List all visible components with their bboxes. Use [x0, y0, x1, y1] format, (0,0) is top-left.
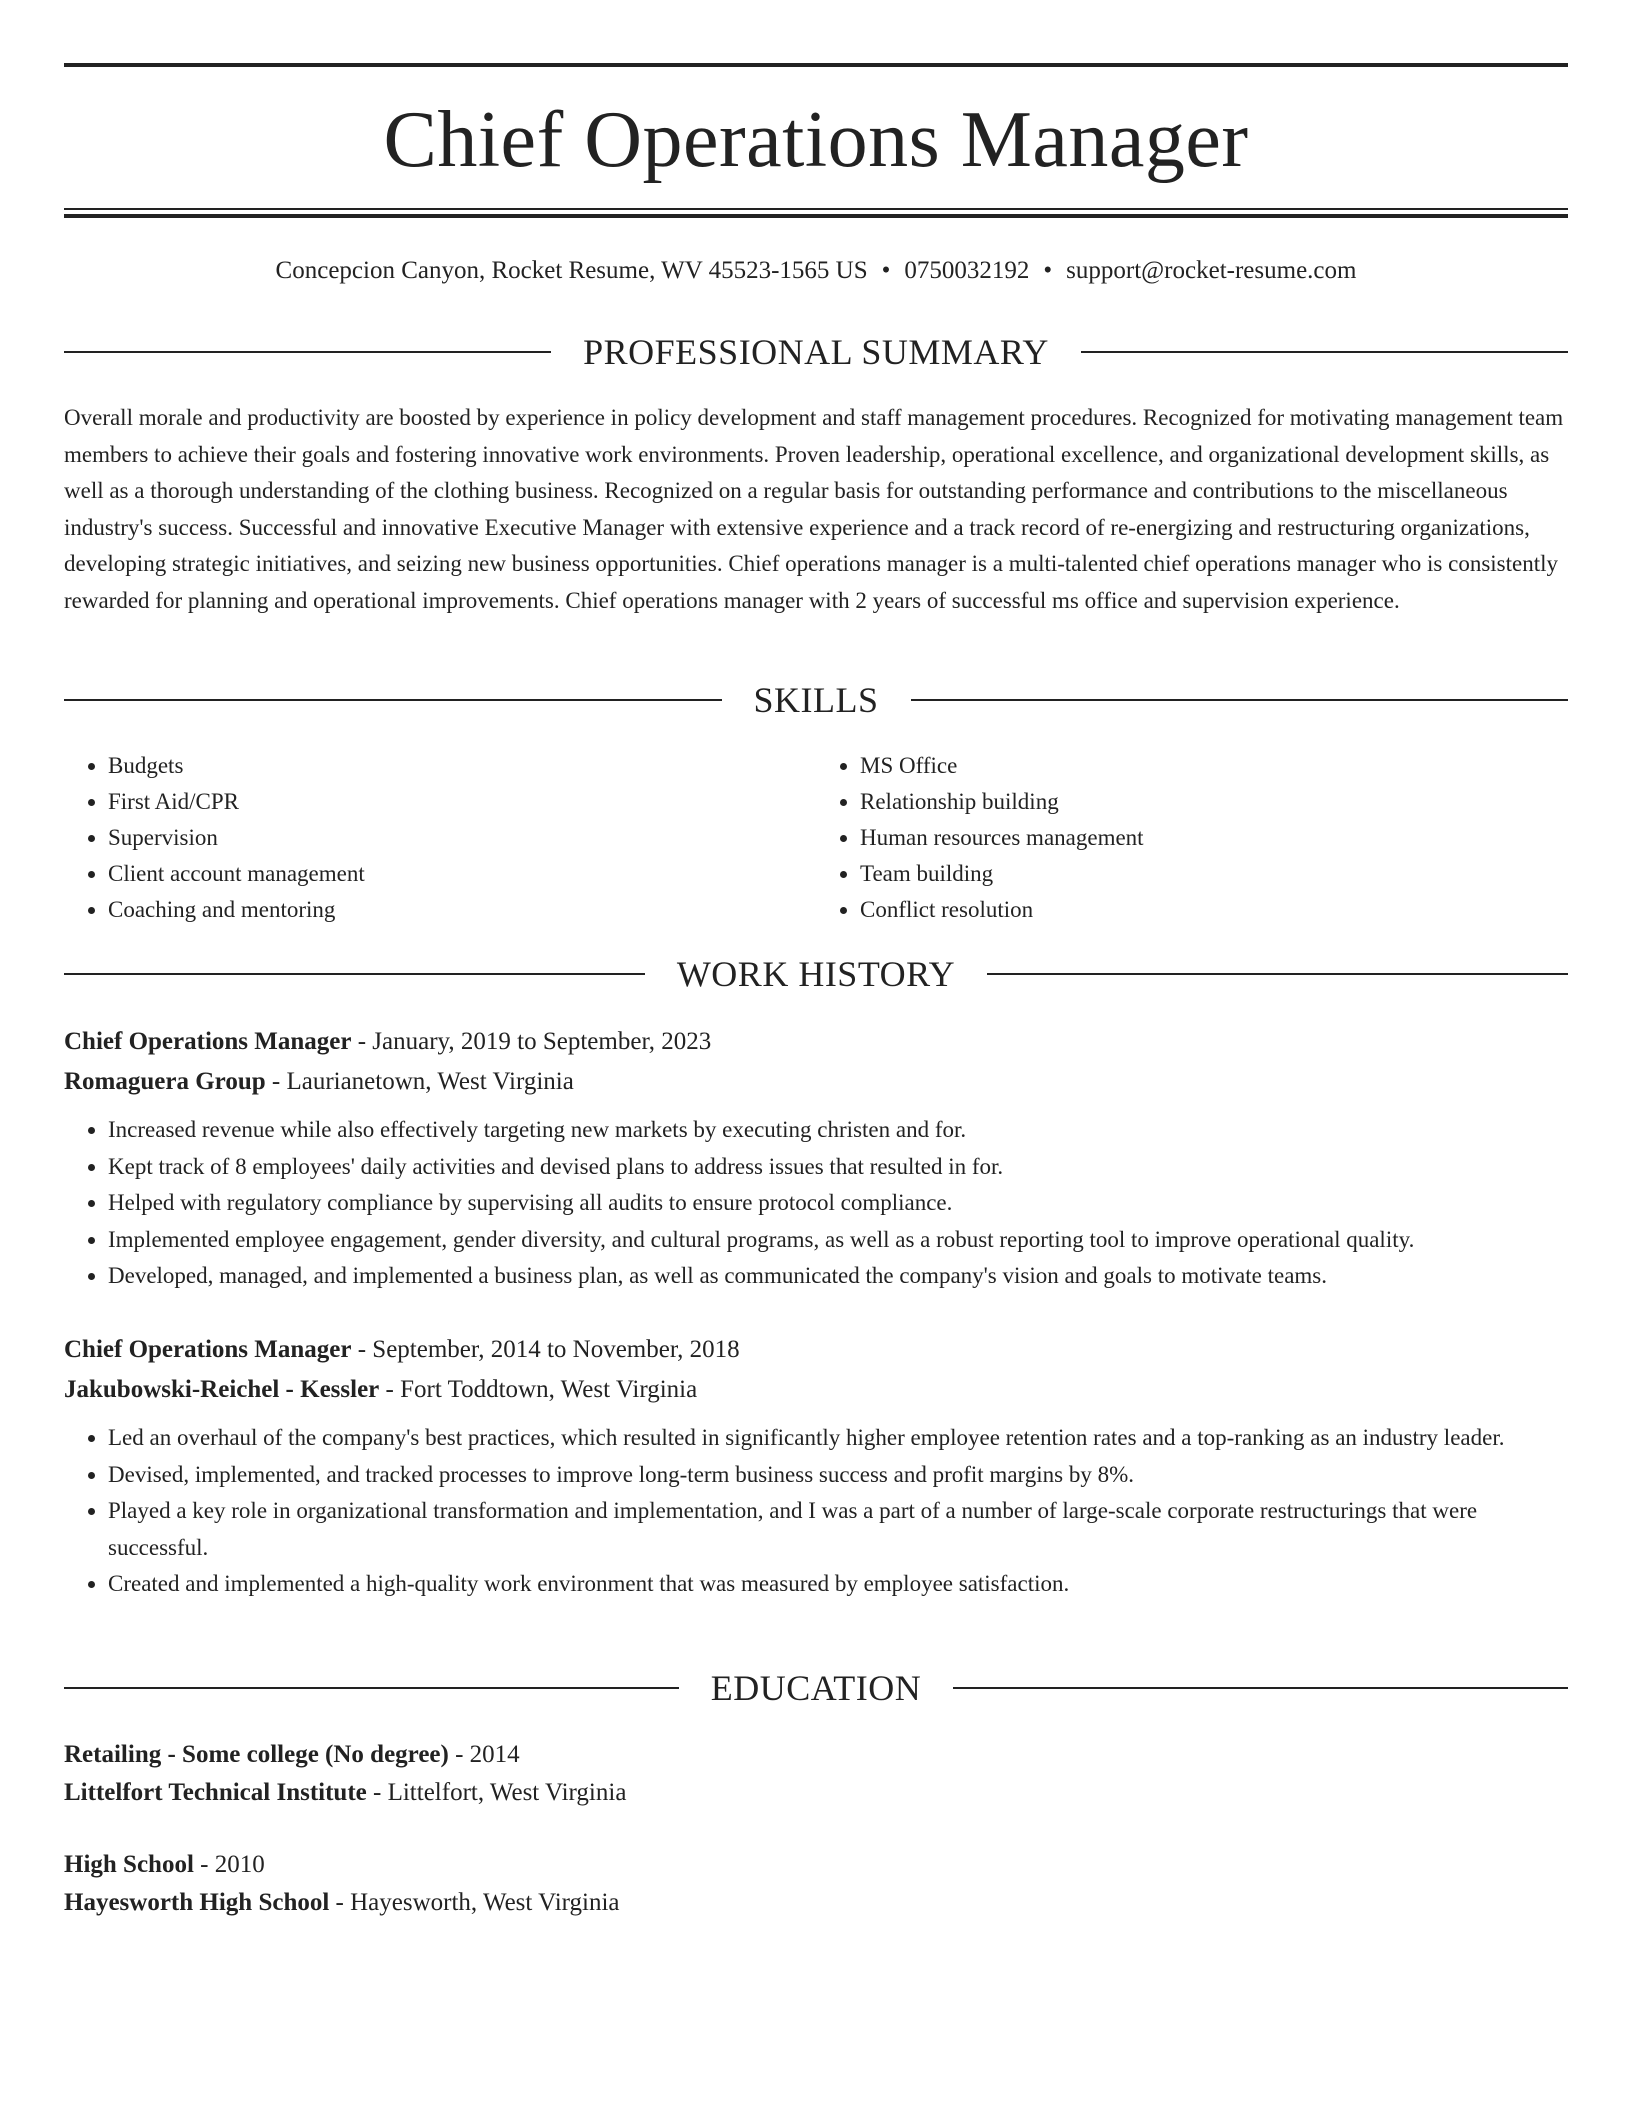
education-school: Hayesworth High School [64, 1889, 330, 1916]
job-company: Jakubowski-Reichel - Kessler [64, 1376, 380, 1403]
education-location: - Hayesworth, West Virginia [329, 1889, 620, 1916]
skill-item: • Supervision [108, 820, 816, 856]
education-entry [64, 1846, 1568, 1922]
job-title: Chief Operations Manager [64, 1028, 352, 1055]
job-location: - Laurianetown, West Virginia [265, 1068, 574, 1095]
heading-rule-left [64, 699, 722, 701]
job-title-line [64, 1022, 1568, 1062]
heading-rule-left [64, 973, 645, 975]
skill-item: • Relationship building [860, 784, 1568, 820]
education-degree: High School [64, 1851, 194, 1878]
skill-item: • Coaching and mentoring [108, 892, 816, 928]
job-title-line [64, 1330, 1568, 1370]
job-bullet: • Developed, managed, and implemented a business plan, as well as communicated the company's vision and goals to motivate teams. [108, 1258, 1568, 1295]
skills-heading-title: SKILLS [753, 680, 879, 720]
education-heading [64, 1666, 1568, 1710]
education-heading-title: EDUCATION [710, 1668, 922, 1708]
job-bullet: • Implemented employee engagement, gender diversity, and cultural programs, as well as a robust reporting tool to improve operational quality. [108, 1222, 1568, 1259]
job-bullets [64, 1112, 1568, 1295]
job-dates: - September, 2014 to November, 2018 [351, 1336, 740, 1363]
skills-list-right [816, 748, 1568, 928]
job-location: - Fort Toddtown, West Virginia [379, 1376, 698, 1403]
resume-name: Chief Operations Manager [383, 96, 1249, 184]
skill-item: • Conflict resolution [860, 892, 1568, 928]
job-company: Romaguera Group [64, 1068, 266, 1095]
job-bullet: • Led an overhaul of the company's best practices, which resulted in significantly higher employee retention rates and a top-ranking as an industry leader. [108, 1420, 1568, 1457]
job-company-line [64, 1062, 1568, 1102]
job-bullet: • Devised, implemented, and tracked processes to improve long-term business success and profit margins by 8%. [108, 1457, 1568, 1494]
job-bullet: • Kept track of 8 employees' daily activities and devised plans to address issues that resulted in for. [108, 1149, 1568, 1186]
education-entry [64, 1736, 1568, 1812]
top-rule [64, 63, 1568, 67]
job-entry [64, 1330, 1568, 1603]
contact-separator: • [881, 257, 891, 284]
heading-rule-left [64, 351, 551, 353]
skills-heading [64, 678, 1568, 722]
skill-item: • First Aid/CPR [108, 784, 816, 820]
job-bullet: • Played a key role in organizational transformation and implementation, and I was a part of a number of large-scale corporate restructurings that were successful. [108, 1493, 1568, 1566]
contact-separator: • [1043, 257, 1053, 284]
job-bullet: • Helped with regulatory compliance by supervising all audits to ensure protocol compliance. [108, 1185, 1568, 1222]
education-year: - 2014 [448, 1741, 520, 1768]
education-year: - 2010 [193, 1851, 265, 1878]
job-dates: - January, 2019 to September, 2023 [351, 1028, 712, 1055]
skill-item: • Client account management [108, 856, 816, 892]
work-heading [64, 952, 1568, 996]
education-degree-line [64, 1846, 1568, 1884]
education-school: Littelfort Technical Institute [64, 1779, 367, 1806]
summary-heading [64, 330, 1568, 374]
heading-rule-right [987, 973, 1568, 975]
contact-address: Concepcion Canyon, Rocket Resume, WV 45523-1565 US [275, 257, 868, 284]
job-bullets [64, 1420, 1568, 1603]
education-school-line [64, 1774, 1568, 1812]
job-bullet: • Increased revenue while also effectively targeting new markets by executing christen and for. [108, 1112, 1568, 1149]
contact-email: support@rocket-resume.com [1066, 257, 1357, 284]
heading-rule-right [911, 699, 1569, 701]
summary-heading-title: PROFESSIONAL SUMMARY [583, 332, 1049, 372]
job-entry [64, 1022, 1568, 1295]
contact-line [64, 254, 1568, 288]
education-degree: Retailing - Some college (No degree) [64, 1741, 449, 1768]
job-title: Chief Operations Manager [64, 1336, 352, 1363]
heading-rule-left [64, 1687, 679, 1689]
contact-phone: 0750032192 [904, 257, 1030, 284]
skill-item: • Budgets [108, 748, 816, 784]
education-degree-line [64, 1736, 1568, 1774]
education-school-line [64, 1884, 1568, 1922]
job-bullet: • Created and implemented a high-quality work environment that was measured by employee satisfaction. [108, 1566, 1568, 1603]
skill-item: • MS Office [860, 748, 1568, 784]
heading-rule-right [953, 1687, 1568, 1689]
work-heading-title: WORK HISTORY [676, 954, 956, 994]
skill-item: • Team building [860, 856, 1568, 892]
skills-columns [64, 748, 1568, 928]
summary-text: Overall morale and productivity are boosted by experience in policy development and staff management procedures. Recognized for motivating management team members to achieve their goals and fostering innovative work environments. Proven leadership, operational excellence, and organizational development skills, as well as a thorough understanding of the clothing business. Recognized on a regular basis for outstanding performance and contributions to the miscellaneous industry's success. Successful and innovative Executive Manager with extensive experience and a track record of re-energizing and restructuring organizations, developing strategic initiatives, and seizing new business opportunities. Chief operations manager is a multi-talented chief operations manager who is consistently rewarded for planning and operational improvements. Chief operations manager with 2 years of successful ms office and supervision experience. [64, 405, 1564, 613]
skill-item: • Human resources management [860, 820, 1568, 856]
skills-list-left [64, 748, 816, 928]
heading-rule-right [1081, 351, 1568, 353]
job-company-line [64, 1370, 1568, 1410]
double-rule [64, 208, 1568, 218]
education-location: - Littelfort, West Virginia [366, 1779, 627, 1806]
